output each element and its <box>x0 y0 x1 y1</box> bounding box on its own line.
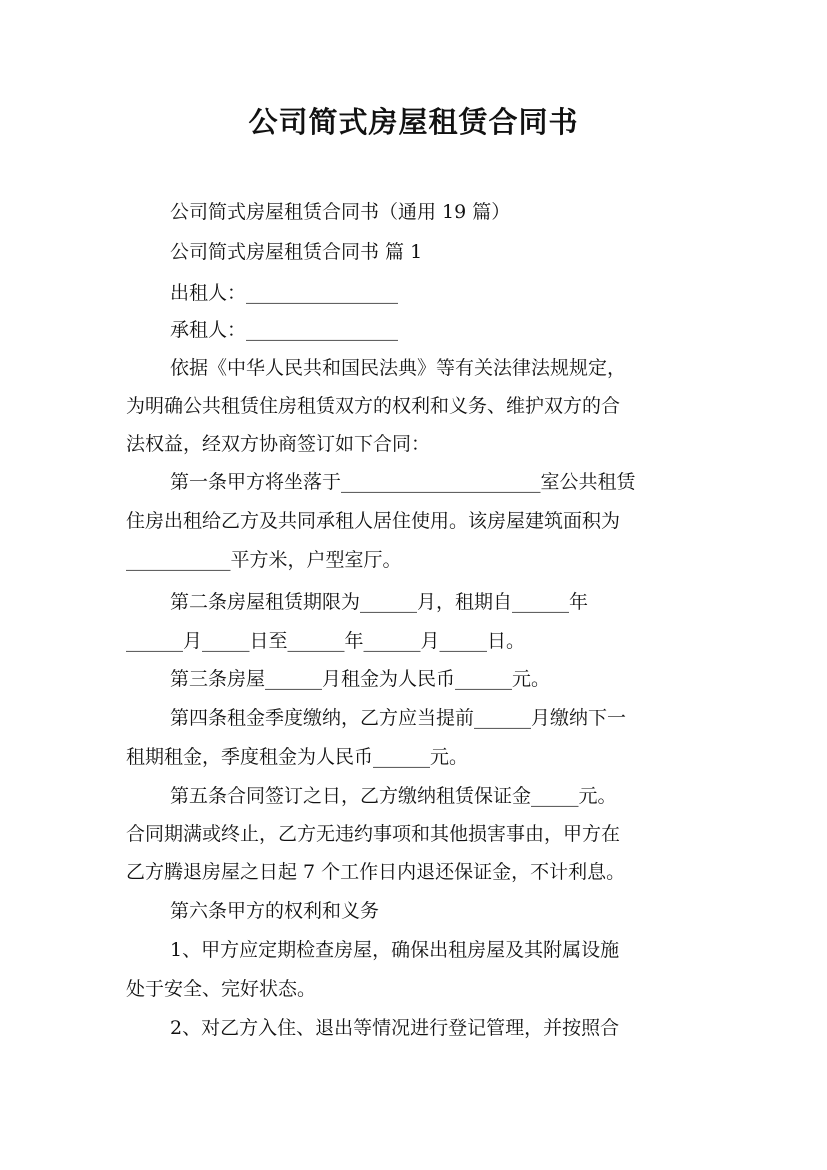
clause-5-line: 乙方腾退房屋之日起 7 个工作日内退还保证金，不计利息。 <box>126 861 626 883</box>
clause-2-line: 第二条房屋租赁期限为______月，租期自______年 <box>170 591 589 613</box>
lessor-line: 出租人：________________ <box>170 282 399 304</box>
clause-6-item-1: 1、甲方应定期检查房屋，确保出租房屋及其附属设施 <box>170 939 620 961</box>
section-heading: 公司简式房屋租赁合同书 篇 1 <box>170 241 423 263</box>
document-title: 公司简式房屋租赁合同书 <box>248 105 579 139</box>
paragraph-line: 为明确公共租赁住房租赁双方的权利和义务、维护双方的合 <box>126 395 621 417</box>
subtitle-line: 公司简式房屋租赁合同书（通用 19 篇） <box>170 201 511 223</box>
clause-6-heading: 第六条甲方的权利和义务 <box>170 900 380 922</box>
clause-5-line: 第五条合同签订之日，乙方缴纳租赁保证金_____元。 <box>170 785 617 807</box>
paragraph-line: 法权益，经双方协商签订如下合同： <box>126 433 431 455</box>
clause-6-item-1: 处于安全、完好状态。 <box>126 978 317 1000</box>
clause-5-line: 合同期满或终止，乙方无违约事项和其他损害事由，甲方在 <box>126 823 621 845</box>
lessee-line: 承租人：________________ <box>170 319 399 341</box>
clause-1-line: 住房出租给乙方及共同承租人居住使用。该房屋建筑面积为 <box>126 510 621 532</box>
clause-2-line: ______月_____日至______年______月_____日。 <box>126 630 526 652</box>
clause-4-line: 租期租金，季度租金为人民币______元。 <box>126 746 469 768</box>
clause-4-line: 第四条租金季度缴纳，乙方应当提前______月缴纳下一 <box>170 707 627 729</box>
clause-6-item-2: 2、对乙方入住、退出等情况进行登记管理，并按照合 <box>170 1017 620 1039</box>
paragraph-line: 依据《中华人民共和国民法典》等有关法律法规规定， <box>170 357 627 379</box>
clause-1-line: 第一条甲方将坐落于_____________________室公共租赁 <box>170 471 636 493</box>
clause-3-line: 第三条房屋______月租金为人民币______元。 <box>170 668 551 690</box>
clause-1-line: ___________平方米，户型室厅。 <box>126 549 402 571</box>
